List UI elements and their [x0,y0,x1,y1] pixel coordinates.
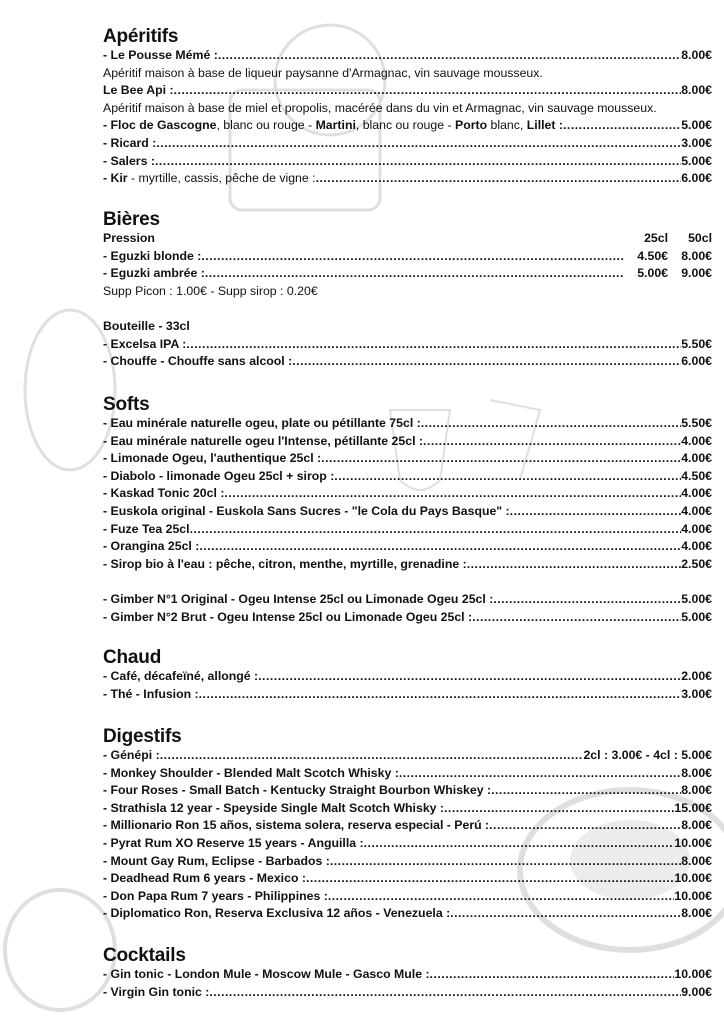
item-name-bold: - Monkey Shoulder - Blended Malt Scotch Whisky : [103,765,399,780]
item-name-bold: Lillet : [526,118,563,133]
item-name [103,47,218,65]
item-price: 2.00€ [681,669,712,683]
item-name [103,468,334,486]
item-name [103,433,423,451]
item-price: 8.00€ [681,853,712,868]
item-price: 5.50€ [681,336,712,351]
menu-item [103,538,712,556]
item-name [103,135,156,153]
menu-section-chaud [103,647,712,703]
menu-item [103,966,712,984]
dot-leader [186,336,681,354]
menu-item [103,984,712,1002]
item-name-bold: - Gimber N°1 Original - Ogeu Intense 25cl ou Limonade Ogeu 25cl : [103,591,494,606]
item-name-detail: - myrtille, cassis, pêche de vigne : [127,171,316,186]
menu-item [103,609,712,627]
item-name-detail: , blanc ou rouge - [216,118,316,133]
item-price: 4.00€ [681,521,712,536]
dot-leader [334,468,681,486]
dot-leader [472,609,681,627]
item-name [103,966,430,984]
item-price: 8.00€ [681,818,712,833]
dot-leader [491,782,681,800]
menu-item [103,765,712,783]
item-name [103,521,190,539]
dot-leader [493,591,681,609]
item-name-bold: - Génépi : [103,748,160,762]
item-name-bold: - Diabolo - limonade Ogeu 25cl + sirop : [103,468,335,483]
dot-leader [190,521,682,539]
item-name-bold: - Eguzki blonde : [103,248,202,263]
menu-item [103,450,712,468]
item-name-bold: - Limonade Ogeu, l'authentique 25cl : [103,451,322,466]
menu-item [103,170,712,188]
item-name [103,747,160,765]
item-price: 5.50€ [681,416,712,430]
dot-leader [510,503,682,521]
menu-item [103,135,712,153]
item-name-bold: - Don Papa Rum 7 years - Philippines : [103,888,328,903]
item-name [103,686,199,704]
subheading-text: Pression [103,231,155,245]
menu-item [103,870,712,888]
item-price: 5.00€ [681,609,712,624]
item-name-bold: - Excelsa IPA : [103,336,187,351]
item-name [103,835,364,853]
menu-item [103,835,712,853]
menu-item [103,817,712,835]
subheading [103,318,712,336]
item-name [103,265,205,283]
item-name [103,248,201,266]
subheading-text: Bouteille - 33cl [103,318,190,333]
menu-item [103,153,712,171]
item-price: 4.00€ [681,539,712,554]
note-text: Apéritif maison à base de miel et propolis, macérée dans du vin et Armagnac, vin sauvage mousseux. [103,100,657,115]
menu-item [103,468,712,486]
item-name [103,170,316,188]
menu-item [103,686,712,704]
item-price: 9.00€ [681,266,712,281]
menu-section-aperitifs [103,26,712,188]
dot-leader [199,686,682,704]
dot-leader [205,265,624,283]
menu-item [103,485,712,503]
item-name-detail: , blanc ou rouge - [355,118,455,133]
item-price: 5.00€ [637,266,668,281]
menu-item [103,47,712,65]
dot-leader [489,817,681,835]
dot-leader [467,556,682,574]
item-name-bold: - Kaskad Tonic 20cl : [103,486,225,501]
size-columns [624,230,712,248]
item-name-bold: - Floc de Gascogne [103,118,217,133]
dot-leader [155,153,681,171]
menu-item [103,556,712,574]
dot-leader [399,765,681,783]
item-price: 15.00€ [674,800,712,815]
item-price: 6.00€ [681,354,712,369]
dot-leader [258,668,681,686]
item-name-bold: - Virgin Gin tonic : [103,984,210,999]
dot-leader [421,415,681,433]
item-name [103,415,421,433]
item-price: 6.00€ [681,171,712,186]
item-price: 8.00€ [681,783,712,798]
item-price: 2cl : 3.00€ - 4cl : 5.00€ [583,748,712,762]
item-price: 4.50€ [637,248,668,263]
item-name-bold: - Café, décafeïné, allongé : [103,669,259,683]
item-price: 8.00€ [681,48,712,62]
item-name-detail: blanc, [487,118,527,133]
menu-section-bieres [103,209,712,371]
menu-section-softs [103,394,712,626]
menu-note [103,65,712,83]
item-price: 10.00€ [674,888,712,903]
item-price: 4.00€ [681,433,712,448]
dot-leader [444,800,674,818]
menu-item [103,747,712,765]
item-name-bold: - Mount Gay Rum, Eclipse - Barbados : [103,853,330,868]
item-name-bold: - Eau minérale naturelle ogeu, plate ou pétillante 75cl : [103,416,421,430]
item-price: 4.00€ [681,486,712,501]
dot-leader [201,248,624,266]
menu-item [103,668,712,686]
dot-leader [330,853,681,871]
item-name [103,853,330,871]
section-title: Bières [103,209,160,230]
size-label: 25cl [644,231,668,245]
item-name-bold: - Deadhead Rum 6 years - Mexico : [103,871,306,886]
item-price: 8.00€ [681,906,712,921]
item-name-bold: - Pyrat Rum XO Reserve 15 years - Anguilla : [103,835,364,850]
item-price: 8.00€ [681,83,712,98]
item-name [103,538,199,556]
item-price: 4.00€ [681,451,712,466]
item-name [103,765,399,783]
item-name-bold: Porto [455,118,488,133]
menu-item [103,265,712,283]
item-price: 10.00€ [674,967,712,981]
menu-item [103,336,712,354]
note-text: Apéritif maison à base de liqueur paysanne d'Armagnac, vin sauvage mousseux. [103,65,543,80]
item-name [103,153,155,171]
section-title: Digestifs [103,726,182,747]
item-name [103,984,209,1002]
item-name [103,800,444,818]
item-name-bold: - Chouffe - Chouffe sans alcool : [103,354,293,369]
item-name [103,450,321,468]
menu-item [103,503,712,521]
dot-leader [430,966,675,984]
item-price: 10.00€ [674,871,712,886]
item-name [103,817,489,835]
section-title: Apéritifs [103,26,179,47]
item-price: 5.00€ [681,591,712,606]
item-price: 10.00€ [674,835,712,850]
item-name-bold: Le Bee Api : [103,83,174,98]
item-name [103,668,258,686]
menu-item [103,117,712,135]
dot-leader [450,905,681,923]
item-name-bold: Martini [315,118,356,133]
item-name-bold: - Orangina 25cl : [103,539,200,554]
item-name-bold: - Millionario Ron 15 años, sistema solera, reserva especial - Perú : [103,818,490,833]
item-name-bold: - Kir [103,171,128,186]
item-name [103,888,328,906]
dot-leader [316,170,682,188]
item-price: 4.00€ [681,503,712,518]
item-name-bold: - Le Pousse Mémé : [103,48,218,62]
item-name [103,905,450,923]
menu-item [103,905,712,923]
menu-note [103,283,712,301]
menu-item [103,433,712,451]
menu-item [103,782,712,800]
item-price: 8.00€ [681,248,712,263]
dot-leader [224,485,681,503]
menu-section-digestifs [103,726,712,923]
dot-leader [563,117,681,135]
menu-item [103,591,712,609]
dot-leader [218,47,681,65]
item-price: 2.50€ [681,556,712,571]
item-price: 5.00€ [681,118,712,133]
item-name [103,82,174,100]
item-name [103,117,563,135]
section-title: Softs [103,394,150,415]
item-name [103,556,467,574]
dot-leader [156,135,681,153]
item-name [103,353,292,371]
item-name-bold: - Diplomatico Ron, Reserva Exclusiva 12 años - Venezuela : [103,906,451,921]
menu-item [103,82,712,100]
item-name-bold: - Gin tonic - London Mule - Moscow Mule - Gasco Mule : [103,967,430,981]
item-price: 3.00€ [681,686,712,701]
menu-item [103,800,712,818]
item-name [103,503,510,521]
item-name-bold: - Euskola original - Euskola Sans Sucres - "le Cola du Pays Basque" : [103,503,510,518]
menu-item [103,521,712,539]
item-name [103,609,472,627]
dot-leader [423,433,681,451]
item-name-bold: - Eau minérale naturelle ogeu l'Intense, pétillante 25cl : [103,433,424,448]
item-name [103,782,491,800]
section-title: Cocktails [103,945,186,966]
item-name [103,485,224,503]
item-name-bold: - Ricard : [103,135,157,150]
subheading [103,230,712,248]
dot-leader [321,450,681,468]
section-title: Chaud [103,647,162,668]
item-price: 4.50€ [681,468,712,483]
menu-item [103,248,712,266]
dot-leader [328,888,675,906]
item-price: 8.00€ [681,765,712,780]
menu-note [103,100,712,118]
menu-section-cocktails [103,945,712,1001]
item-name-bold: - Strathisla 12 year - Speyside Single Malt Scotch Whisky : [103,800,445,815]
dot-leader [364,835,675,853]
item-name [103,870,306,888]
menu-item [103,415,712,433]
dot-leader [199,538,681,556]
size-label: 50cl [688,231,712,245]
dot-leader [292,353,681,371]
item-price: 3.00€ [681,135,712,150]
item-name-bold: - Fuze Tea 25cl [103,521,190,536]
menu-item [103,853,712,871]
item-price: 9.00€ [681,984,712,999]
menu-item [103,888,712,906]
dot-leader [209,984,681,1002]
menu-item [103,353,712,371]
item-name [103,591,493,609]
note-text: Supp Picon : 1.00€ - Supp sirop : 0.20€ [103,283,318,298]
item-name-bold: - Gimber N°2 Brut - Ogeu Intense 25cl ou Limonade Ogeu 25cl : [103,609,473,624]
dot-leader [174,82,682,100]
dot-leader [306,870,674,888]
item-name-bold: - Eguzki ambrée : [103,266,205,281]
item-price: 5.00€ [681,153,712,168]
item-name-bold: - Salers : [103,153,155,168]
item-name-bold: - Sirop bio à l'eau : pêche, citron, menthe, myrtille, grenadine : [103,556,467,571]
item-name [103,336,186,354]
item-name-bold: - Thé - Infusion : [103,686,199,701]
item-name-bold: - Four Roses - Small Batch - Kentucky Straight Bourbon Whiskey : [103,783,492,798]
dot-leader [160,747,584,765]
